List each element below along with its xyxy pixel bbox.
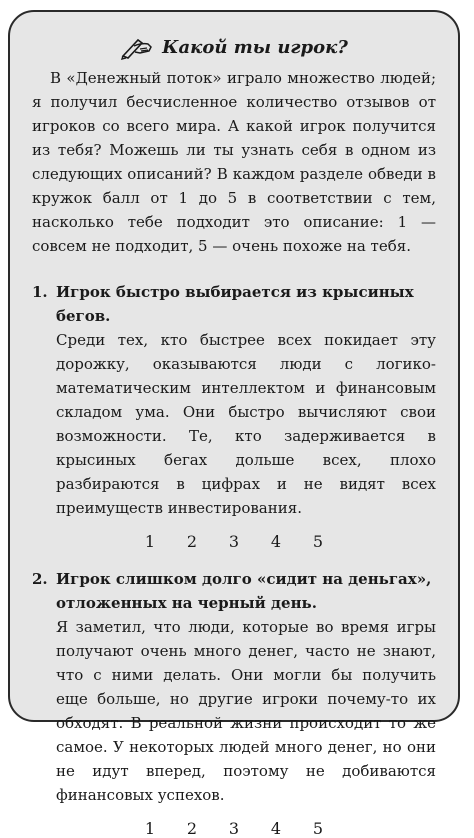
rating-option-2[interactable]: 2 [186, 819, 198, 838]
quiz-card [8, 10, 460, 838]
rating-option-4[interactable]: 4 [270, 819, 282, 838]
rating-option-2[interactable]: 2 [186, 532, 198, 551]
question-item-1 [32, 280, 436, 551]
rating-option-1[interactable]: 1 [144, 532, 156, 551]
page-title: Какой ты игрок? [162, 36, 348, 58]
rating-option-3[interactable]: 3 [228, 532, 240, 551]
question-item-2 [32, 567, 436, 838]
rating-option-5[interactable]: 5 [312, 532, 324, 551]
rating-scale [32, 819, 436, 838]
rating-option-4[interactable]: 4 [270, 532, 282, 551]
rating-scale [32, 532, 436, 551]
rating-option-1[interactable]: 1 [144, 819, 156, 838]
title-row [32, 34, 436, 60]
intro-text: В «Денежный поток» играло множество людей; я получил бесчисленное количество отзывов от игроков со всего мира. А какой игрок получится из тебя? Можешь ли ты узнать себя в одном из следующих описаний? В каждом разделе обведи в кружок балл от 1 до 5 в соответствии с тем, насколько тебе подходит это описание: 1 — совсем не подходит, 5 — очень похоже на тебя. [32, 69, 436, 255]
writing-hand-icon [120, 34, 154, 60]
question-description: Я заметил, что люди, которые во время игры получают очень много денег, часто не знают, что с ними делать. Они могли бы получить еще больше, но другие игроки почему-то их обходят. В реальной жизни происходит то же самое. У некоторых людей много денег, но они не идут вперед, поэтому не добиваются финансовых успехов. [56, 618, 436, 804]
question-description: Среди тех, кто быстрее всех покидает эту дорожку, оказываются люди с логико-математическим интеллектом и финансовым складом ума. Они быстро вычисляют свои возможности. Те, кто задерживается в крысиных бегах дольше всех, плохо разбираются в цифрах и не видят всех преимуществ инвестирования. [56, 331, 436, 517]
rating-option-5[interactable]: 5 [312, 819, 324, 838]
question-number: 1. [32, 283, 48, 301]
rating-option-3[interactable]: 3 [228, 819, 240, 838]
question-number: 2. [32, 570, 48, 588]
question-title: Игрок слишком долго «сидит на деньгах», отложенных на черный день. [56, 570, 432, 612]
question-title: Игрок быстро выбирается из крысиных бегов. [56, 283, 414, 325]
